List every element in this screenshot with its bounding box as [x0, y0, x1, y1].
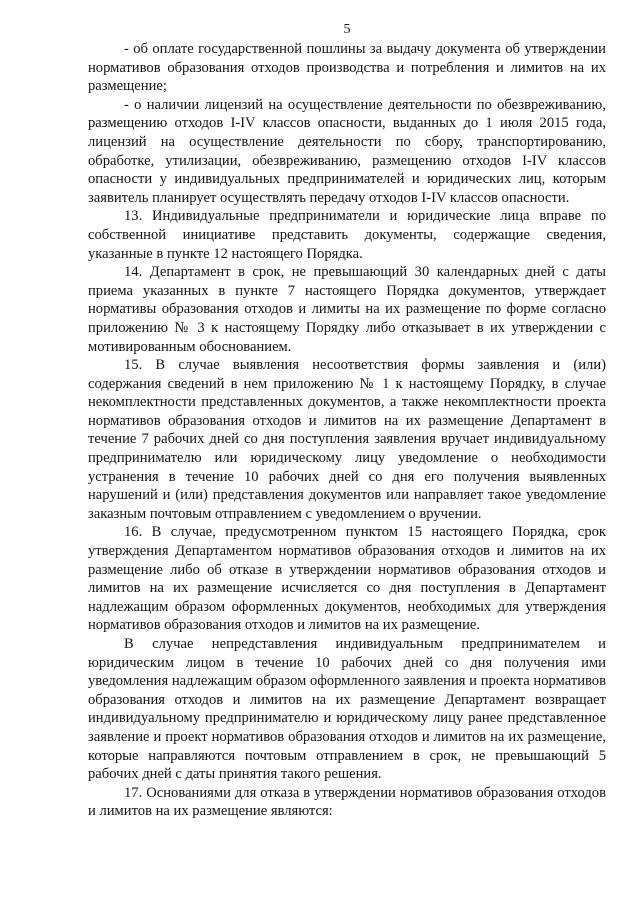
paragraph-item-14: 14. Департамент в срок, не превышающий 30 календарных дней с даты приема указанных в пункте 7 настоящего Порядка документов, утверждает нормативы образования отходов и лимиты на их размещение по форме согласно приложению № 3 к настоящему Порядку либо отказывает в их утверждении с мотивированным обоснованием.	[88, 264, 606, 355]
paragraph-item-13: 13. Индивидуальные предприниматели и юридические лица вправе по собственной инициативе представить документы, содержащие сведения, указанные в пункте 12 настоящего Порядка.	[88, 208, 606, 262]
paragraph-item-16: 16. В случае, предусмотренном пунктом 15 настоящего Порядка, срок утверждения Департаментом нормативов образования отходов и лимитов на их размещение либо об отказе в утверждении нормативов образования отходов и лимитов на их размещение исчисляется со дня поступления в Департамент надлежащим образом оформленных документов, необходимых для утверждения нормативов образования отходов и лимитов на их размещение.	[88, 524, 606, 634]
page-number-container	[88, 20, 606, 40]
paragraph-item-16-continued: В случае непредставления индивидуальным предпринимателем и юридическим лицом в течение 10 рабочих дней со дня получения ими уведомления надлежащим образом оформленного заявления и проекта нормативов образования отходов и лимитов на их размещение Департамент возвращает индивидуальному предпринимателю и юридическому лицу ранее представленное заявление и проект нормативов образования отходов и лимитов на их размещение, которые направляются почтовым отправлением в срок, не превышающий 5 рабочих дней с даты принятия такого решения.	[88, 636, 606, 783]
paragraph-item-17: 17. Основаниями для отказа в утверждении нормативов образования отходов и лимитов на их размещение являются:	[88, 784, 606, 820]
paragraph-item-15: 15. В случае выявления несоответствия формы заявления и (или) содержания сведений в нем приложению № 1 к настоящему Порядку, в случае некомплектности представленных документов, а также некомплектности проекта нормативов образования отходов и лимитов на их размещение Департамент в течение 7 рабочих дней со дня поступления заявления вручает индивидуальному предпринимателю или юридическому лицу уведомление о необходимости устранения в течение 10 рабочих дней со дня его получения выявленных нарушений и (или) представления документов или направляет такое уведомление заказным почтовым отправлением с уведомлением о вручении.	[88, 357, 606, 522]
paragraph-fee-payment: - об оплате государственной пошлины за выдачу документа об утверждении нормативов образования отходов производства и потребления и лимитов на их размещение;	[88, 41, 606, 95]
page-number: 5	[343, 22, 351, 37]
document-body	[88, 40, 606, 821]
paragraph-licenses: - о наличии лицензий на осуществление деятельности по обезвреживанию, размещению отходов I-IV классов опасности, выданных до 1 июля 2015 года, лицензий на осуществление деятельности по сбору, транспортированию, обработке, утилизации, обезвреживанию, размещению отходов I-IV классов опасности у индивидуальных предпринимателей и юридических лиц, которым заявитель планирует осуществлять передачу отходов I-IV классов опасности.	[88, 96, 606, 206]
